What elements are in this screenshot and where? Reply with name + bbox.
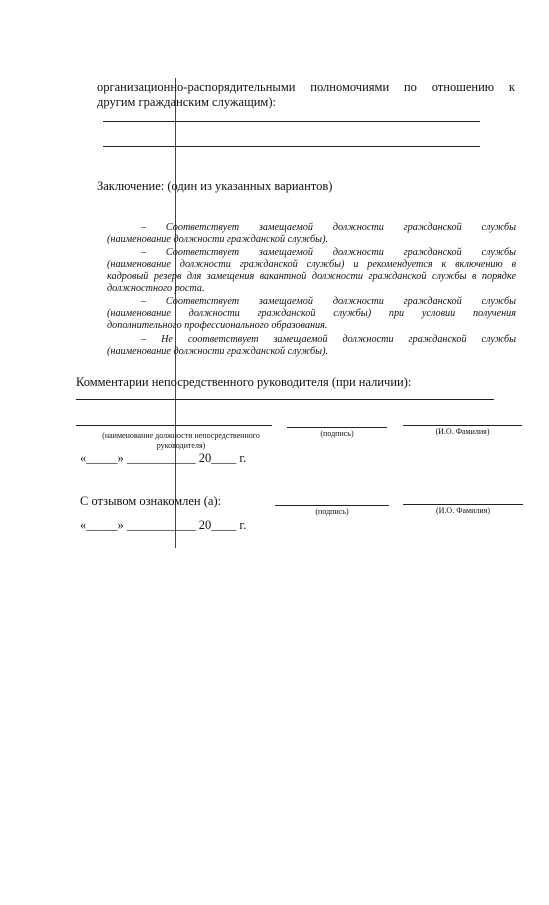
option-3-line-3: дополнительного профессионального образования. — [107, 320, 328, 331]
caption-name-2: (И.О. Фамилия) — [435, 506, 491, 515]
position-line — [76, 425, 272, 426]
blank-line-2 — [103, 146, 480, 147]
intro-line-2: другим гражданским служащим): — [97, 95, 276, 109]
option-4-line-2: (наименование должности гражданской службы). — [107, 346, 329, 357]
comments-line — [76, 399, 494, 400]
intro-line-1: организационно-распорядительными полномочиями по отношению к — [97, 80, 515, 94]
comments-heading: Комментарии непосредственного руководителя (при наличии): — [76, 375, 412, 389]
acknowledgement-heading: С отзывом ознакомлен (а): — [80, 494, 222, 508]
caption-position-1: (наименование должности непосредственного — [102, 431, 260, 440]
blank-line-1 — [103, 121, 480, 122]
caption-signature-1: (подпись) — [320, 429, 354, 438]
caption-signature-2: (подпись) — [315, 507, 349, 516]
option-3-line-2: (наименование должности гражданской службы) при условии получения — [107, 308, 516, 319]
signature-line-2 — [275, 505, 389, 506]
option-2-line-1: – Соответствует замещаемой должности гражданской службы — [141, 247, 516, 258]
option-1-line-1: – Соответствует замещаемой должности гражданской службы — [141, 222, 516, 233]
date-line-2: «_____» ___________ 20____ г. — [80, 518, 247, 532]
name-line-2 — [403, 504, 523, 505]
option-1-line-2: (наименование должности гражданской службы). — [107, 234, 329, 245]
option-2-line-2: (наименование должности гражданской службы) и рекомендуется к включению в — [107, 259, 516, 270]
caption-name-1: (И.О. Фамилия) — [435, 427, 490, 436]
option-3-line-1: – Соответствует замещаемой должности гражданской службы — [141, 296, 516, 307]
option-2-line-3: кадровый резерв для замещения вакантной должности гражданской службы в порядке — [107, 271, 516, 282]
name-line-1 — [403, 425, 522, 426]
date-line-1: «_____» ___________ 20____ г. — [80, 451, 247, 465]
option-2-line-4: должностного роста. — [107, 283, 205, 294]
caption-position-2: руководителя) — [156, 441, 206, 450]
option-4-line-1: – Не соответствует замещаемой должности гражданской службы — [141, 334, 516, 345]
conclusion-heading: Заключение: (один из указанных вариантов) — [97, 179, 333, 193]
signature-line-1 — [287, 427, 387, 428]
